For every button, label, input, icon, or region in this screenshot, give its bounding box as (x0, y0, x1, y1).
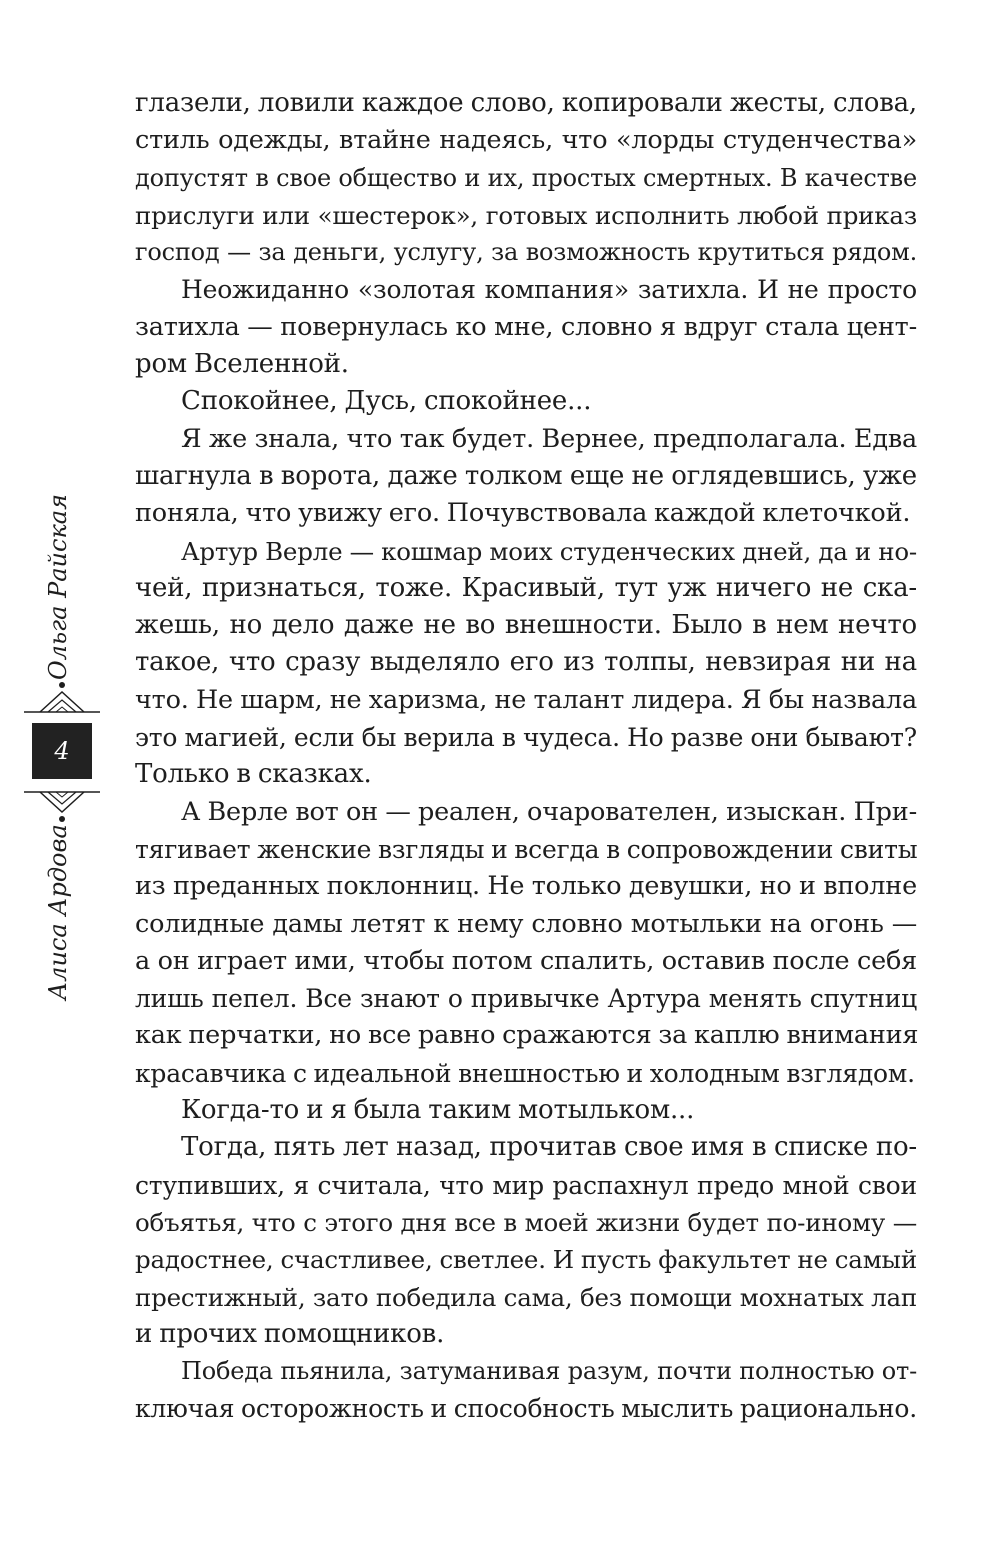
ornament-chevron-icon (22, 784, 102, 824)
text-line: Неожиданно «золотая компания» затихла. И не просто (181, 275, 917, 305)
text-line: Когда-то и я была таким мотыльком... (181, 1095, 695, 1126)
text-line: радостнее, счастливее, светлее. И пусть факультет не самый (135, 1245, 917, 1275)
text-line: ром Вселенной. (135, 349, 349, 380)
text-line: как перчатки, но все равно сражаются за каплю внимания (135, 1020, 919, 1051)
text-line: Артур Верле — кошмар моих студенческих дней, да и но- (181, 536, 917, 566)
text-line: Тогда, пять лет назад, прочитав свое имя в списке по- (181, 1132, 917, 1163)
text-line: объятья, что с этого дня все в моей жизни будет по-иному — (135, 1207, 917, 1237)
text-line: жешь, но дело даже не во внешности. Было в нем нечто (135, 610, 917, 641)
text-line: ступивших, я считала, что мир распахнул предо мной свои (135, 1170, 917, 1200)
text-line: из преданных поклонниц. Не только девушки, но и вполне (135, 871, 917, 902)
page-number: 4 (54, 737, 70, 765)
text-line: шагнула в ворота, даже толком еще не оглядевшись, уже (135, 460, 917, 491)
text-line: лишь пепел. Все знают о привычке Артура менять спутниц (135, 984, 917, 1014)
text-line: Я же знала, что так будет. Вернее, предполагала. Едва (181, 423, 917, 454)
text-line: а он играет ими, чтобы потом спалить, оставив после себя (135, 945, 917, 976)
text-line: ключая осторожность и способность мыслить рационально. (135, 1394, 917, 1424)
body-text (135, 85, 917, 1428)
text-line: и прочих помощников. (135, 1318, 445, 1349)
text-line: что. Не шарм, не харизма, не талант лидера. Я бы назвала (135, 684, 917, 715)
text-line: тягивает женские взгляды и всегда в сопровождении свиты (135, 834, 918, 864)
text-line: поняла, что увижу его. Почувствовала каждой клеточкой. (135, 498, 911, 529)
text-line: глазели, ловили каждое слово, копировали жесты, слова, (135, 88, 917, 118)
text-line: солидные дамы летят к нему словно мотыльки на огонь — (135, 908, 917, 939)
text-line: красавчика с идеальной внешностью и холодным взглядом. (135, 1058, 915, 1088)
text-line: это магией, если бы верила в чудеса. Но разве они бывают? (135, 723, 917, 753)
text-line: чей, признаться, тоже. Красивый, тут уж ничего не ска- (135, 572, 917, 603)
page-number-box (32, 723, 92, 779)
text-line: стиль одежды, втайне надеясь, что «лорды студенчества» (135, 125, 917, 156)
text-line: допустят в свое общество и их, простых смертных. В качестве (135, 163, 917, 192)
text-line: прислуги или «шестерок», готовых исполнить любой приказ (135, 200, 917, 230)
ornament-triangle-icon (22, 680, 102, 720)
text-line: господ — за деньги, услугу, за возможность крутиться рядом. (135, 238, 917, 267)
running-header-author-2: Ольга Райская (44, 494, 72, 680)
text-line: Спокойнее, Дусь, спокойнее... (181, 386, 592, 417)
running-header-author-1: Алиса Ардова (44, 824, 72, 1000)
text-line: затихла — повернулась ко мне, словно я вдруг стала цент- (135, 311, 917, 342)
text-line: престижный, зато победила сама, без помощи мохнатых лап (135, 1282, 917, 1312)
text-line: А Верле вот он — реален, очарователен, изыскан. При- (181, 796, 917, 827)
text-line: Победа пьянила, затуманивая разум, почти полностью от- (181, 1357, 917, 1386)
text-line: Только в сказках. (135, 759, 372, 790)
running-header (0, 0, 110, 1555)
text-line: такое, что сразу выделяло его из толпы, невзирая ни на (135, 647, 917, 678)
